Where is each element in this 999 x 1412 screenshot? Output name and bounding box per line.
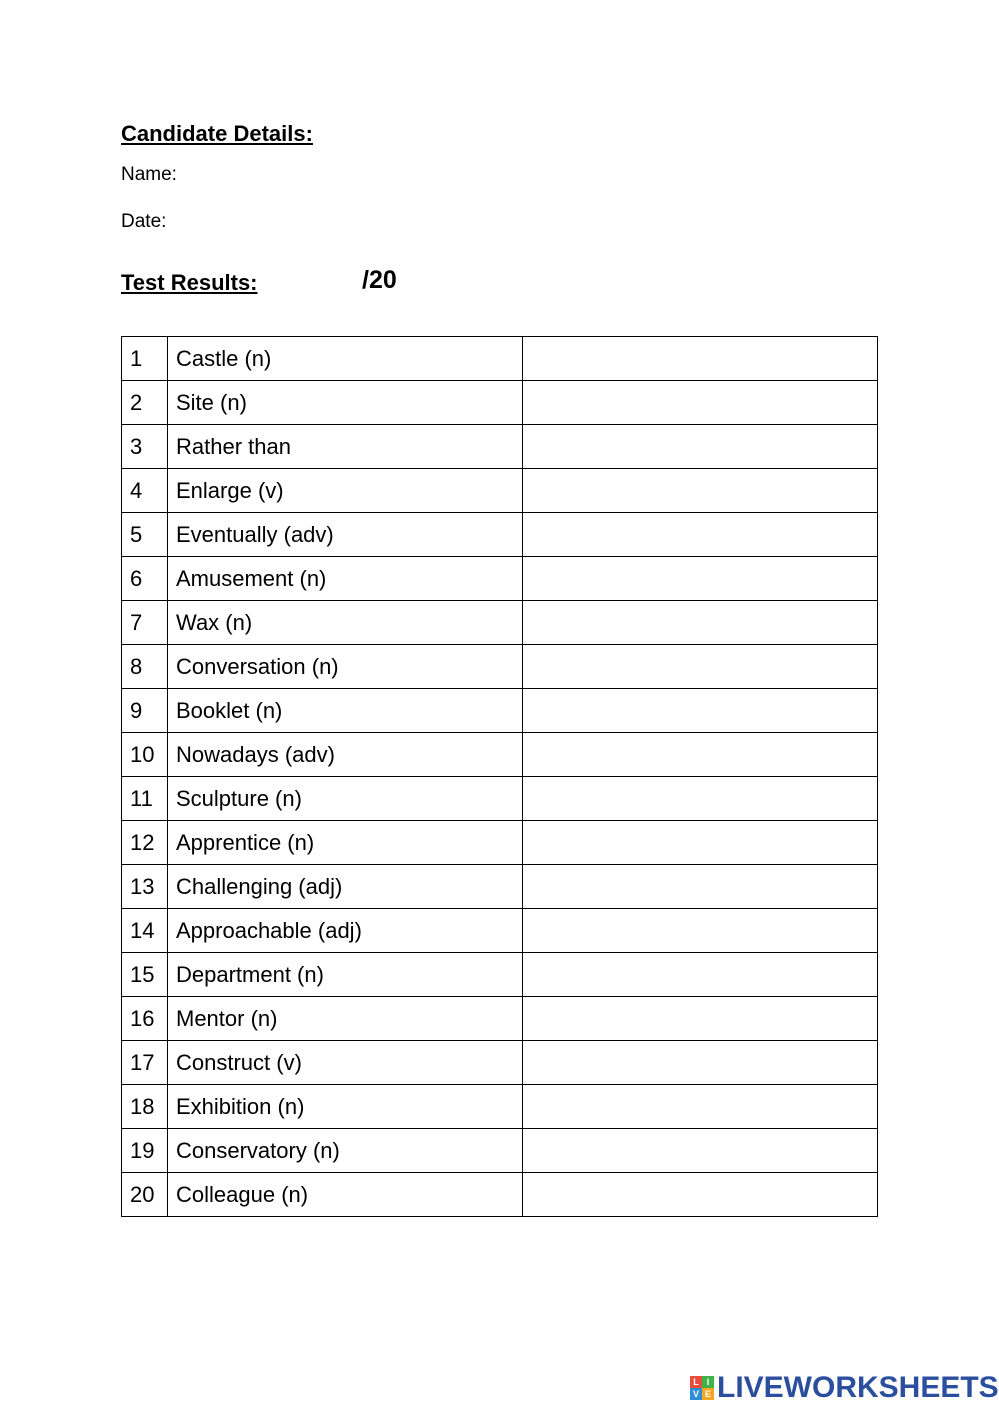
vocabulary-word: Rather than: [168, 425, 523, 469]
item-number: 10: [122, 733, 168, 777]
logo-icon-square: V: [690, 1388, 702, 1400]
item-number: 18: [122, 1085, 168, 1129]
vocabulary-word: Castle (n): [168, 337, 523, 381]
item-number: 1: [122, 337, 168, 381]
name-label: Name:: [121, 164, 177, 185]
table-row: [122, 865, 878, 909]
liveworksheets-logo-icon: [690, 1376, 714, 1400]
vocabulary-word: Mentor (n): [168, 997, 523, 1041]
vocabulary-word: Sculpture (n): [168, 777, 523, 821]
vocabulary-word: Construct (v): [168, 1041, 523, 1085]
vocabulary-word: Approachable (adj): [168, 909, 523, 953]
vocabulary-word: Eventually (adv): [168, 513, 523, 557]
answer-field[interactable]: [523, 1173, 878, 1217]
answer-field[interactable]: [523, 953, 878, 997]
table-row: [122, 425, 878, 469]
vocabulary-word: Exhibition (n): [168, 1085, 523, 1129]
table-row: [122, 1085, 878, 1129]
item-number: 2: [122, 381, 168, 425]
answer-field[interactable]: [523, 821, 878, 865]
score-total: /20: [362, 266, 397, 294]
answer-field[interactable]: [523, 733, 878, 777]
item-number: 17: [122, 1041, 168, 1085]
answer-field[interactable]: [523, 1041, 878, 1085]
answer-field[interactable]: [523, 381, 878, 425]
answer-field[interactable]: [523, 601, 878, 645]
vocabulary-word: Challenging (adj): [168, 865, 523, 909]
answer-field[interactable]: [523, 513, 878, 557]
table-row: [122, 557, 878, 601]
answer-field[interactable]: [523, 645, 878, 689]
table-row: [122, 337, 878, 381]
vocabulary-table-body: [122, 337, 878, 1217]
table-row: [122, 1041, 878, 1085]
table-row: [122, 953, 878, 997]
item-number: 14: [122, 909, 168, 953]
logo-icon-square: E: [702, 1388, 714, 1400]
vocabulary-word: Wax (n): [168, 601, 523, 645]
item-number: 7: [122, 601, 168, 645]
table-row: [122, 777, 878, 821]
table-row: [122, 1173, 878, 1217]
vocabulary-word: Nowadays (adv): [168, 733, 523, 777]
item-number: 11: [122, 777, 168, 821]
item-number: 5: [122, 513, 168, 557]
logo-icon-square: L: [690, 1376, 702, 1388]
item-number: 20: [122, 1173, 168, 1217]
item-number: 6: [122, 557, 168, 601]
vocabulary-word: Department (n): [168, 953, 523, 997]
table-row: [122, 821, 878, 865]
item-number: 4: [122, 469, 168, 513]
item-number: 9: [122, 689, 168, 733]
table-row: [122, 1129, 878, 1173]
item-number: 15: [122, 953, 168, 997]
answer-field[interactable]: [523, 1085, 878, 1129]
answer-field[interactable]: [523, 425, 878, 469]
vocabulary-table: [121, 336, 878, 1217]
item-number: 13: [122, 865, 168, 909]
answer-field[interactable]: [523, 1129, 878, 1173]
test-results-heading: Test Results:: [121, 270, 258, 295]
table-row: [122, 997, 878, 1041]
liveworksheets-logo: [690, 1371, 999, 1405]
table-row: [122, 381, 878, 425]
item-number: 12: [122, 821, 168, 865]
vocabulary-word: Conversation (n): [168, 645, 523, 689]
answer-field[interactable]: [523, 777, 878, 821]
vocabulary-word: Site (n): [168, 381, 523, 425]
vocabulary-word: Enlarge (v): [168, 469, 523, 513]
table-row: [122, 689, 878, 733]
answer-field[interactable]: [523, 997, 878, 1041]
logo-icon-square: I: [702, 1376, 714, 1388]
liveworksheets-logo-text: LIVEWORKSHEETS: [717, 1371, 999, 1404]
table-row: [122, 733, 878, 777]
vocabulary-word: Booklet (n): [168, 689, 523, 733]
table-row: [122, 909, 878, 953]
answer-field[interactable]: [523, 337, 878, 381]
answer-field[interactable]: [523, 865, 878, 909]
item-number: 19: [122, 1129, 168, 1173]
answer-field[interactable]: [523, 689, 878, 733]
vocabulary-word: Colleague (n): [168, 1173, 523, 1217]
vocabulary-word: Apprentice (n): [168, 821, 523, 865]
vocabulary-word: Conservatory (n): [168, 1129, 523, 1173]
answer-field[interactable]: [523, 557, 878, 601]
date-label: Date:: [121, 211, 167, 232]
item-number: 16: [122, 997, 168, 1041]
candidate-details-heading: Candidate Details:: [121, 121, 313, 146]
table-row: [122, 513, 878, 557]
answer-field[interactable]: [523, 469, 878, 513]
table-row: [122, 469, 878, 513]
item-number: 8: [122, 645, 168, 689]
item-number: 3: [122, 425, 168, 469]
table-row: [122, 645, 878, 689]
answer-field[interactable]: [523, 909, 878, 953]
table-row: [122, 601, 878, 645]
vocabulary-word: Amusement (n): [168, 557, 523, 601]
